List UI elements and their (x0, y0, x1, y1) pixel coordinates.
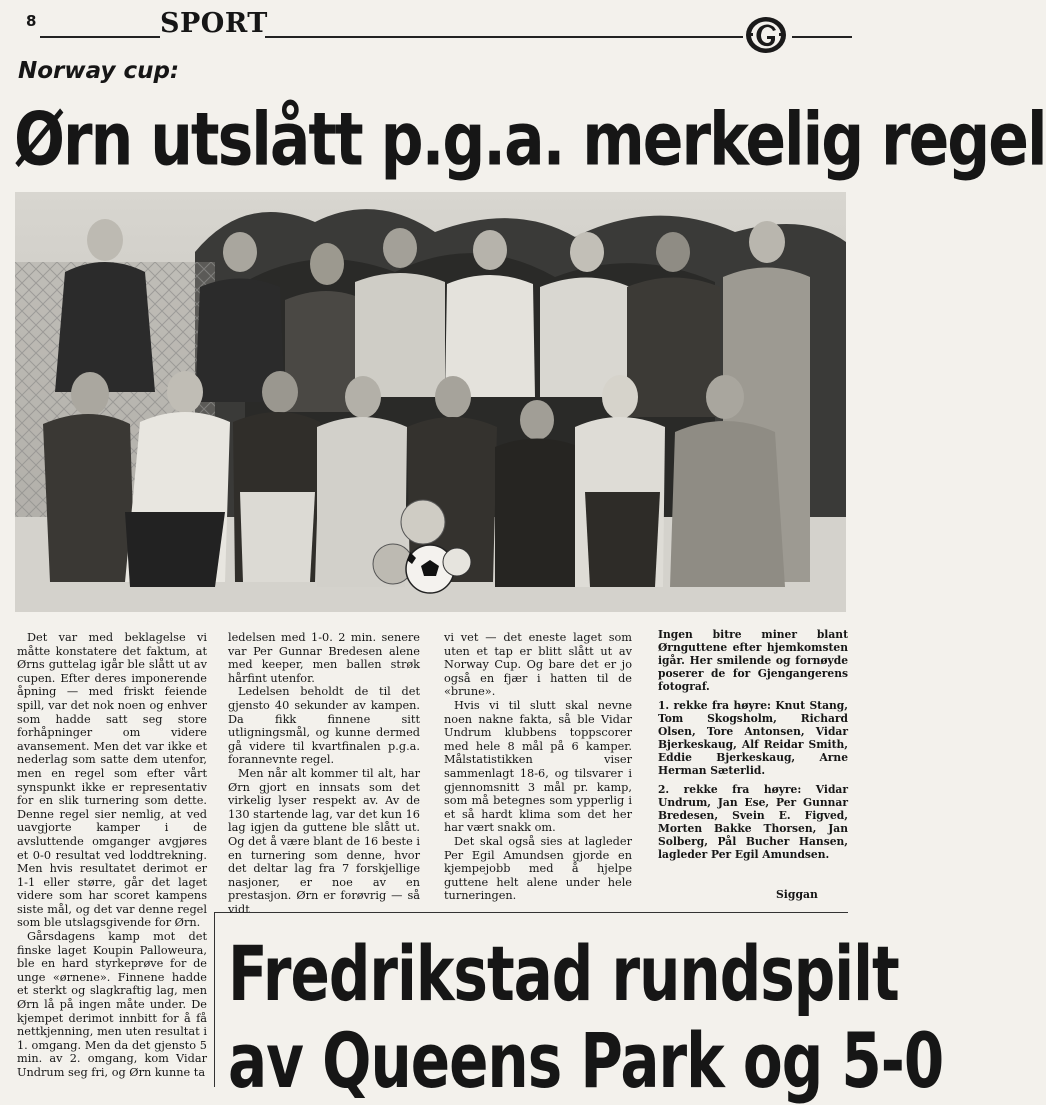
paragraph: Det var med beklagelse vi måtte konstatere det faktum, at Ørns guttelag igår ble slått ut av cupen. Efter deres imponerende åpning — med friskt feiende spill, var det nok noen og enhver som hadde satt seg store forhåpninger om videre avansement. Men det var ikke et nederlag som satte dem utenfor, men en regel som efter vårt synspunkt ikke er representativ for en slik turnering som dette. Denne regel sier nemlig, at ved uavgjorte kamper i de avsluttende omganger avgjøres et 0-0 resultat ved loddtrekning. Men hvis resultatet derimot er 1-1 eller større, går det laget videre som har scoret kampens siste mål, og det var denne regel som ble utslagsgivende for Ørn. (17, 631, 207, 930)
caption-intro: Ingen bitre miner blant Ørnguttene efter hjemkomsten igår. Her smilende og fornøyde poserer de for Gjengangerens fotograf. (658, 628, 848, 693)
article-column-2 (228, 631, 420, 916)
caption-row-1: 1. rekke fra høyre: Knut Stang, Tom Skogsholm, Richard Olsen, Tore Antonsen, Vidar Bjerkeskaug, Alf Reidar Smith, Eddie Bjerkeskaug, Arne Herman Sæterlid. (658, 699, 848, 777)
paragraph: Gårsdagens kamp mot det finske laget Koupin Palloweura, ble en hard styrkeprøve for de unge «ørnene». Finnene hadde et sterkt og slagkraftig lag, men Ørn lå på ingen måte under. De kjempet derimot innbitt for å få nettkjenning, men uten resultat i 1. omgang. Men da det gjensto 5 min. av 2. omgang, kom Vidar Undrum seg fri, og Ørn kunne ta (17, 930, 207, 1079)
article-headline: Ørn utslått p.g.a. merkelig regel (14, 97, 1046, 183)
author-signature: Siggan (776, 888, 818, 901)
page-number: 8 (26, 12, 37, 30)
article-column-3 (444, 631, 632, 906)
paragraph: Ledelsen beholdt de til det gjensto 40 sekunder av kampen. Da fikk finnene sitt utligningsmål, og kunne dermed gå videre til kvartfinalen p.g.a. forannevnte regel. (228, 685, 420, 767)
header-rule (40, 36, 160, 38)
second-headline-line1: Fredrikstad rundspilt (228, 930, 899, 1019)
section-title: SPORT (160, 8, 268, 39)
header-rule (792, 36, 852, 38)
photo-caption (658, 628, 848, 867)
article-column-1 (17, 631, 207, 1087)
paragraph: Det skal også sies at lagleder Per Egil Amundsen gjorde en kjempejobb med å hjelpe guttene helt alene under hele turneringen. (444, 834, 632, 903)
caption-row-2: 2. rekke fra høyre: Vidar Undrum, Jan Ese, Per Gunnar Bredesen, Svein E. Figved, Morten Bakke Thorsen, Jan Solberg, Pål Bucher Hansen, lagleder Per Egil Amundsen. (658, 783, 848, 861)
paragraph: Men når alt kommer til alt, har Ørn gjort en innsats som det virkelig lyser respekt av. Av de 130 startende lag, var det kun 16 lag igjen da guttene ble slått ut. Og det å være blant de 16 beste i en turnering som denne, hvor det deltar lag fra 7 forskjellige nasjoner, er noe av en prestasjon. Ørn er forøvrig — så vidt (228, 766, 420, 916)
header-rule (265, 36, 743, 38)
paragraph: ledelsen med 1-0. 2 min. senere var Per Gunnar Bredesen alene med keeper, men ballen strøk hårfint utenfor. (228, 631, 420, 685)
newspaper-g-logo-icon (745, 16, 787, 54)
divider (214, 912, 215, 1087)
paragraph: Hvis vi til slutt skal nevne noen nakne fakta, så ble Vidar Undrum klubbens toppscorer med hele 8 mål på 6 kamper. Målstatistikken viser sammenlagt 18-6, og tilsvarer i gjennomsnitt 3 mål pr. kamp, som må betegnes som ypperlig i et så hardt klima som det her har vært snakk om. (444, 698, 632, 835)
team-photo (15, 192, 846, 612)
paragraph: vi vet — det eneste laget som uten et tap er blitt slått ut av Norway Cup. Og bare det er jo også en fjær i hatten til de «brune». (444, 631, 632, 699)
article-kicker: Norway cup: (18, 58, 180, 84)
second-headline-line2: av Queens Park og 5-0 (228, 1017, 944, 1105)
divider (214, 912, 848, 913)
